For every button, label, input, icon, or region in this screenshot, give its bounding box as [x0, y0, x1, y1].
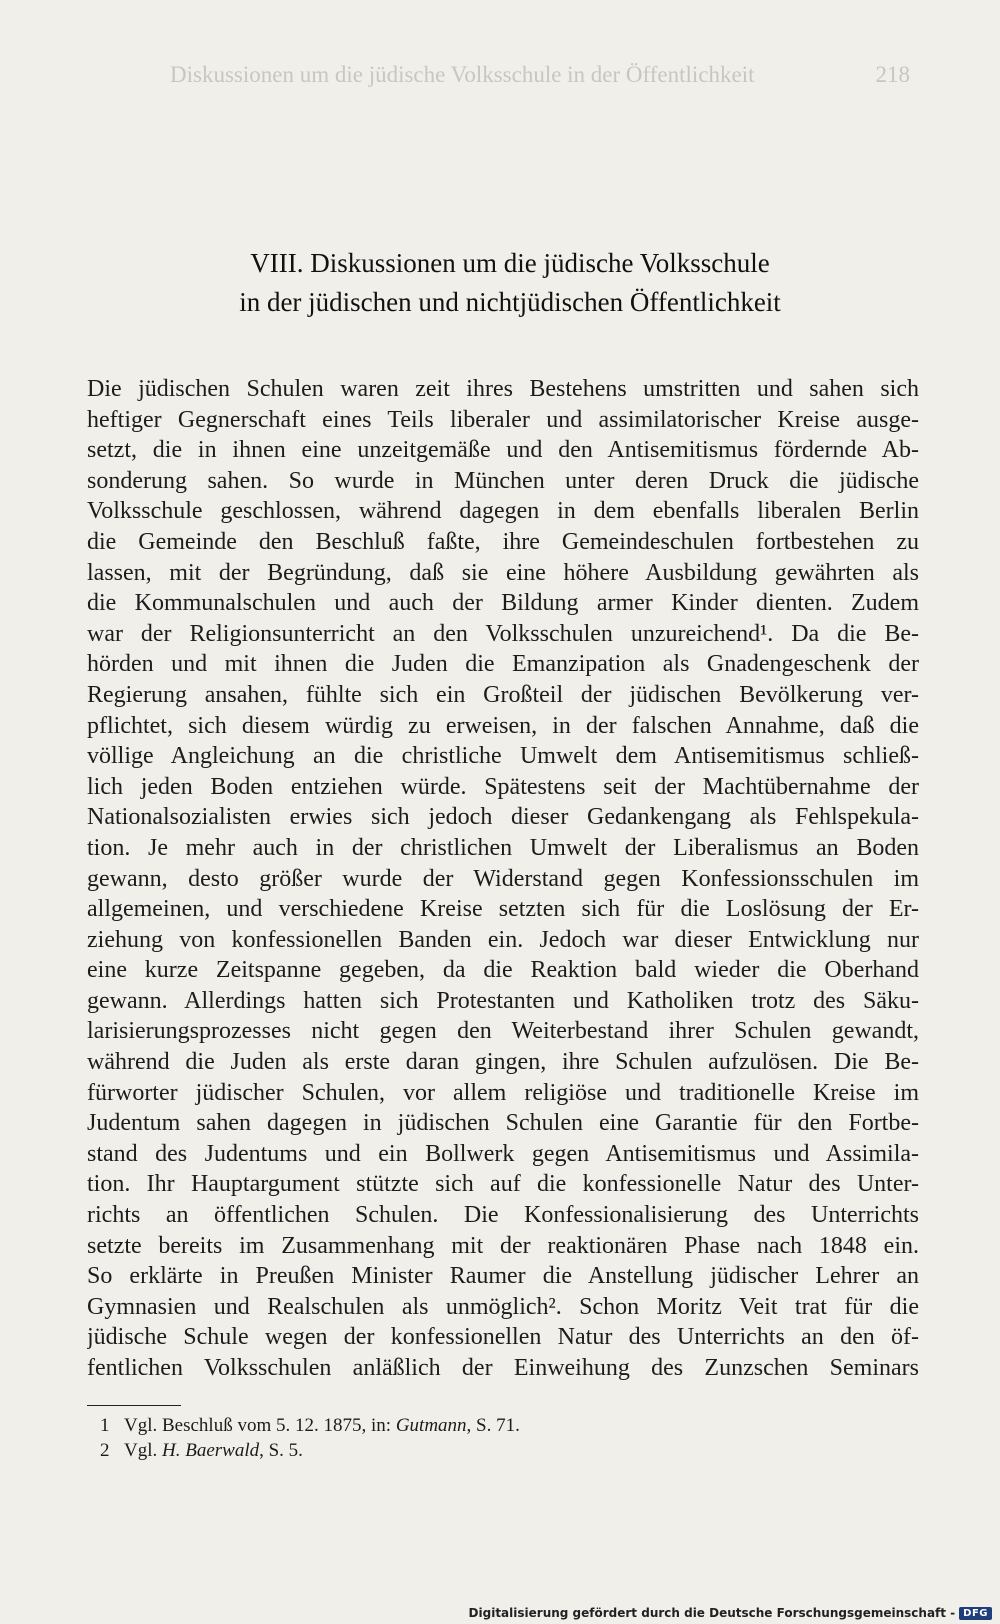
text-line [87, 1169, 919, 1200]
text-line-content: larisierungsprozesses nicht gegen den Weiterbestand ihrer Schulen gewandt, [87, 1018, 919, 1045]
footnote-number: 2 [100, 1440, 110, 1461]
footnote-author: Gutmann [395, 1415, 467, 1436]
text-line-content: Regierung ansahen, fühlte sich ein Großteil der jüdischen Bevölkerung ver- [87, 681, 919, 708]
text-line-content: gewann, desto größer wurde der Widerstand gegen Konfessionsschulen im [87, 865, 919, 892]
text-line [87, 1353, 919, 1384]
text-line [87, 1047, 919, 1078]
text-line-content: Die jüdischen Schulen waren zeit ihres Bestehens umstritten und sahen sich [87, 376, 919, 402]
text-line-content: gewann. Allerdings hatten sich Protestanten und Katholiken trotz des Säku- [87, 987, 919, 1014]
text-line [87, 1200, 919, 1231]
text-line [87, 435, 919, 466]
text-line [87, 772, 919, 803]
text-line [87, 1292, 919, 1323]
text-line [87, 1261, 919, 1292]
text-line [87, 1078, 919, 1109]
dfg-logo: DFG [959, 1607, 992, 1620]
text-line-content: Judentum sahen dagegen in jüdischen Schulen eine Garantie für den Fortbe- [87, 1110, 919, 1137]
text-line-content: pflichtet, sich diesem würdig zu erweisen, in der falschen Annahme, daß die [87, 712, 919, 739]
text-line [87, 405, 919, 436]
text-line-content: während die Juden als erste daran gingen, ihre Schulen aufzulösen. Die Be- [87, 1049, 919, 1076]
chapter-title-line-1: VIII. Diskussionen um die jüdische Volksschule [250, 248, 770, 278]
digitization-footer [469, 1606, 992, 1620]
text-line [87, 1139, 919, 1170]
show-through-page-number: 218 [875, 62, 910, 87]
footnote-reference: , S. 71. [466, 1415, 520, 1436]
text-line-content: allgemeinen, und verschiedene Kreise setzten sich für die Loslösung der Er- [87, 896, 919, 923]
footnote-number: 1 [100, 1415, 110, 1436]
text-line-content: tion. Je mehr auch in der christlichen Umwelt der Liberalismus an Boden [87, 834, 919, 861]
text-line [87, 955, 919, 986]
digitization-footer-text: Digitalisierung gefördert durch die Deutsche Forschungsgemeinschaft - [468, 1606, 956, 1620]
text-line-content: völlige Angleichung an die christliche Umwelt dem Antisemitismus schließ- [87, 743, 919, 770]
footnote [100, 1438, 700, 1463]
text-line [87, 711, 919, 742]
footnote-text: Vgl. [124, 1440, 162, 1461]
text-line [87, 833, 919, 864]
text-line [87, 894, 919, 925]
footnote-separator [87, 1405, 181, 1406]
text-line [87, 680, 919, 711]
text-line-content: setzte bereits im Zusammenhang mit der reaktionären Phase nach 1848 ein. [87, 1232, 919, 1259]
text-line-content: ziehung von konfessionellen Banden ein. Jedoch war dieser Entwicklung nur [87, 926, 919, 953]
text-line [87, 1108, 919, 1139]
text-line-content: lassen, mit der Begründung, daß sie eine höhere Ausbildung gewährten als [87, 559, 919, 586]
text-line-content: eine kurze Zeitspanne gegeben, da die Reaktion bald wieder die Oberhand [87, 957, 919, 984]
text-line [87, 588, 919, 619]
text-line-content: lich jeden Boden entziehen würde. Spätestens seit der Machtübernahme der [87, 773, 919, 800]
footnote [100, 1413, 700, 1438]
text-line [87, 986, 919, 1017]
text-line-content: Volksschule geschlossen, während dagegen in dem ebenfalls liberalen Berlin [87, 498, 919, 525]
text-line-content: richts an öffentlichen Schulen. Die Konfessionalisierung des Unterrichts [87, 1202, 919, 1229]
text-line-content: Nationalsozialisten erwies sich jedoch dieser Gedankengang als Fehlspekula- [87, 804, 919, 831]
text-line [87, 802, 919, 833]
text-line-content: stand des Judentums und ein Bollwerk gegen Antisemitismus und Assimila- [87, 1140, 919, 1167]
body-paragraph [87, 374, 919, 1384]
text-line [87, 619, 919, 650]
chapter-title [100, 244, 920, 322]
chapter-title-line-2: in der jüdischen und nichtjüdischen Öffentlichkeit [239, 287, 781, 317]
text-line-content: fürworter jüdischer Schulen, vor allem religiöse und traditionelle Kreise im [87, 1079, 919, 1106]
text-line-content: war der Religionsunterricht an den Volksschulen unzureichend¹. Da die Be- [87, 620, 919, 647]
text-line-content: die Gemeinde den Beschluß faßte, ihre Gemeindeschulen fortbestehen zu [87, 528, 919, 555]
text-line [87, 466, 919, 497]
show-through-header [170, 62, 910, 88]
text-line [87, 1016, 919, 1047]
text-line [87, 925, 919, 956]
text-line [87, 1322, 919, 1353]
text-line-content: sonderung sahen. So wurde in München unter deren Druck die jüdische [87, 467, 919, 494]
footnote-author: H. Baerwald [162, 1440, 260, 1461]
text-line-content: heftiger Gegnerschaft eines Teils liberaler und assimilatorischer Kreise ausge- [87, 406, 919, 433]
text-line [87, 741, 919, 772]
text-line [87, 496, 919, 527]
text-line-content: tion. Ihr Hauptargument stützte sich auf die konfessionelle Natur des Unter- [87, 1171, 919, 1198]
text-line-content: hörden und mit ihnen die Juden die Emanzipation als Gnadengeschenk der [87, 651, 919, 678]
footnote-text: Vgl. Beschluß vom 5. 12. 1875, in: [124, 1415, 396, 1436]
footnote-reference: , S. 5. [259, 1440, 303, 1461]
text-line [87, 374, 919, 405]
text-line [87, 864, 919, 895]
text-line [87, 558, 919, 589]
text-line [87, 649, 919, 680]
text-line-content: jüdische Schule wegen der konfessionellen Natur des Unterrichts an den öf- [87, 1324, 919, 1351]
footnotes [100, 1413, 700, 1463]
text-line-content: So erklärte in Preußen Minister Raumer die Anstellung jüdischer Lehrer an [87, 1263, 919, 1290]
text-line-content: setzt, die in ihnen eine unzeitgemäße und den Antisemitismus fördernde Ab- [87, 437, 919, 464]
text-line-content: fentlichen Volksschulen anläßlich der Einweihung des Zunzschen Seminars [87, 1355, 919, 1381]
text-line [87, 1231, 919, 1262]
show-through-header-text: Diskussionen um die jüdische Volksschule in der Öffentlichkeit [170, 62, 755, 87]
text-line-content: die Kommunalschulen und auch der Bildung armer Kinder dienten. Zudem [87, 590, 919, 617]
text-line-content: Gymnasien und Realschulen als unmöglich². Schon Moritz Veit trat für die [87, 1293, 919, 1320]
text-line [87, 527, 919, 558]
